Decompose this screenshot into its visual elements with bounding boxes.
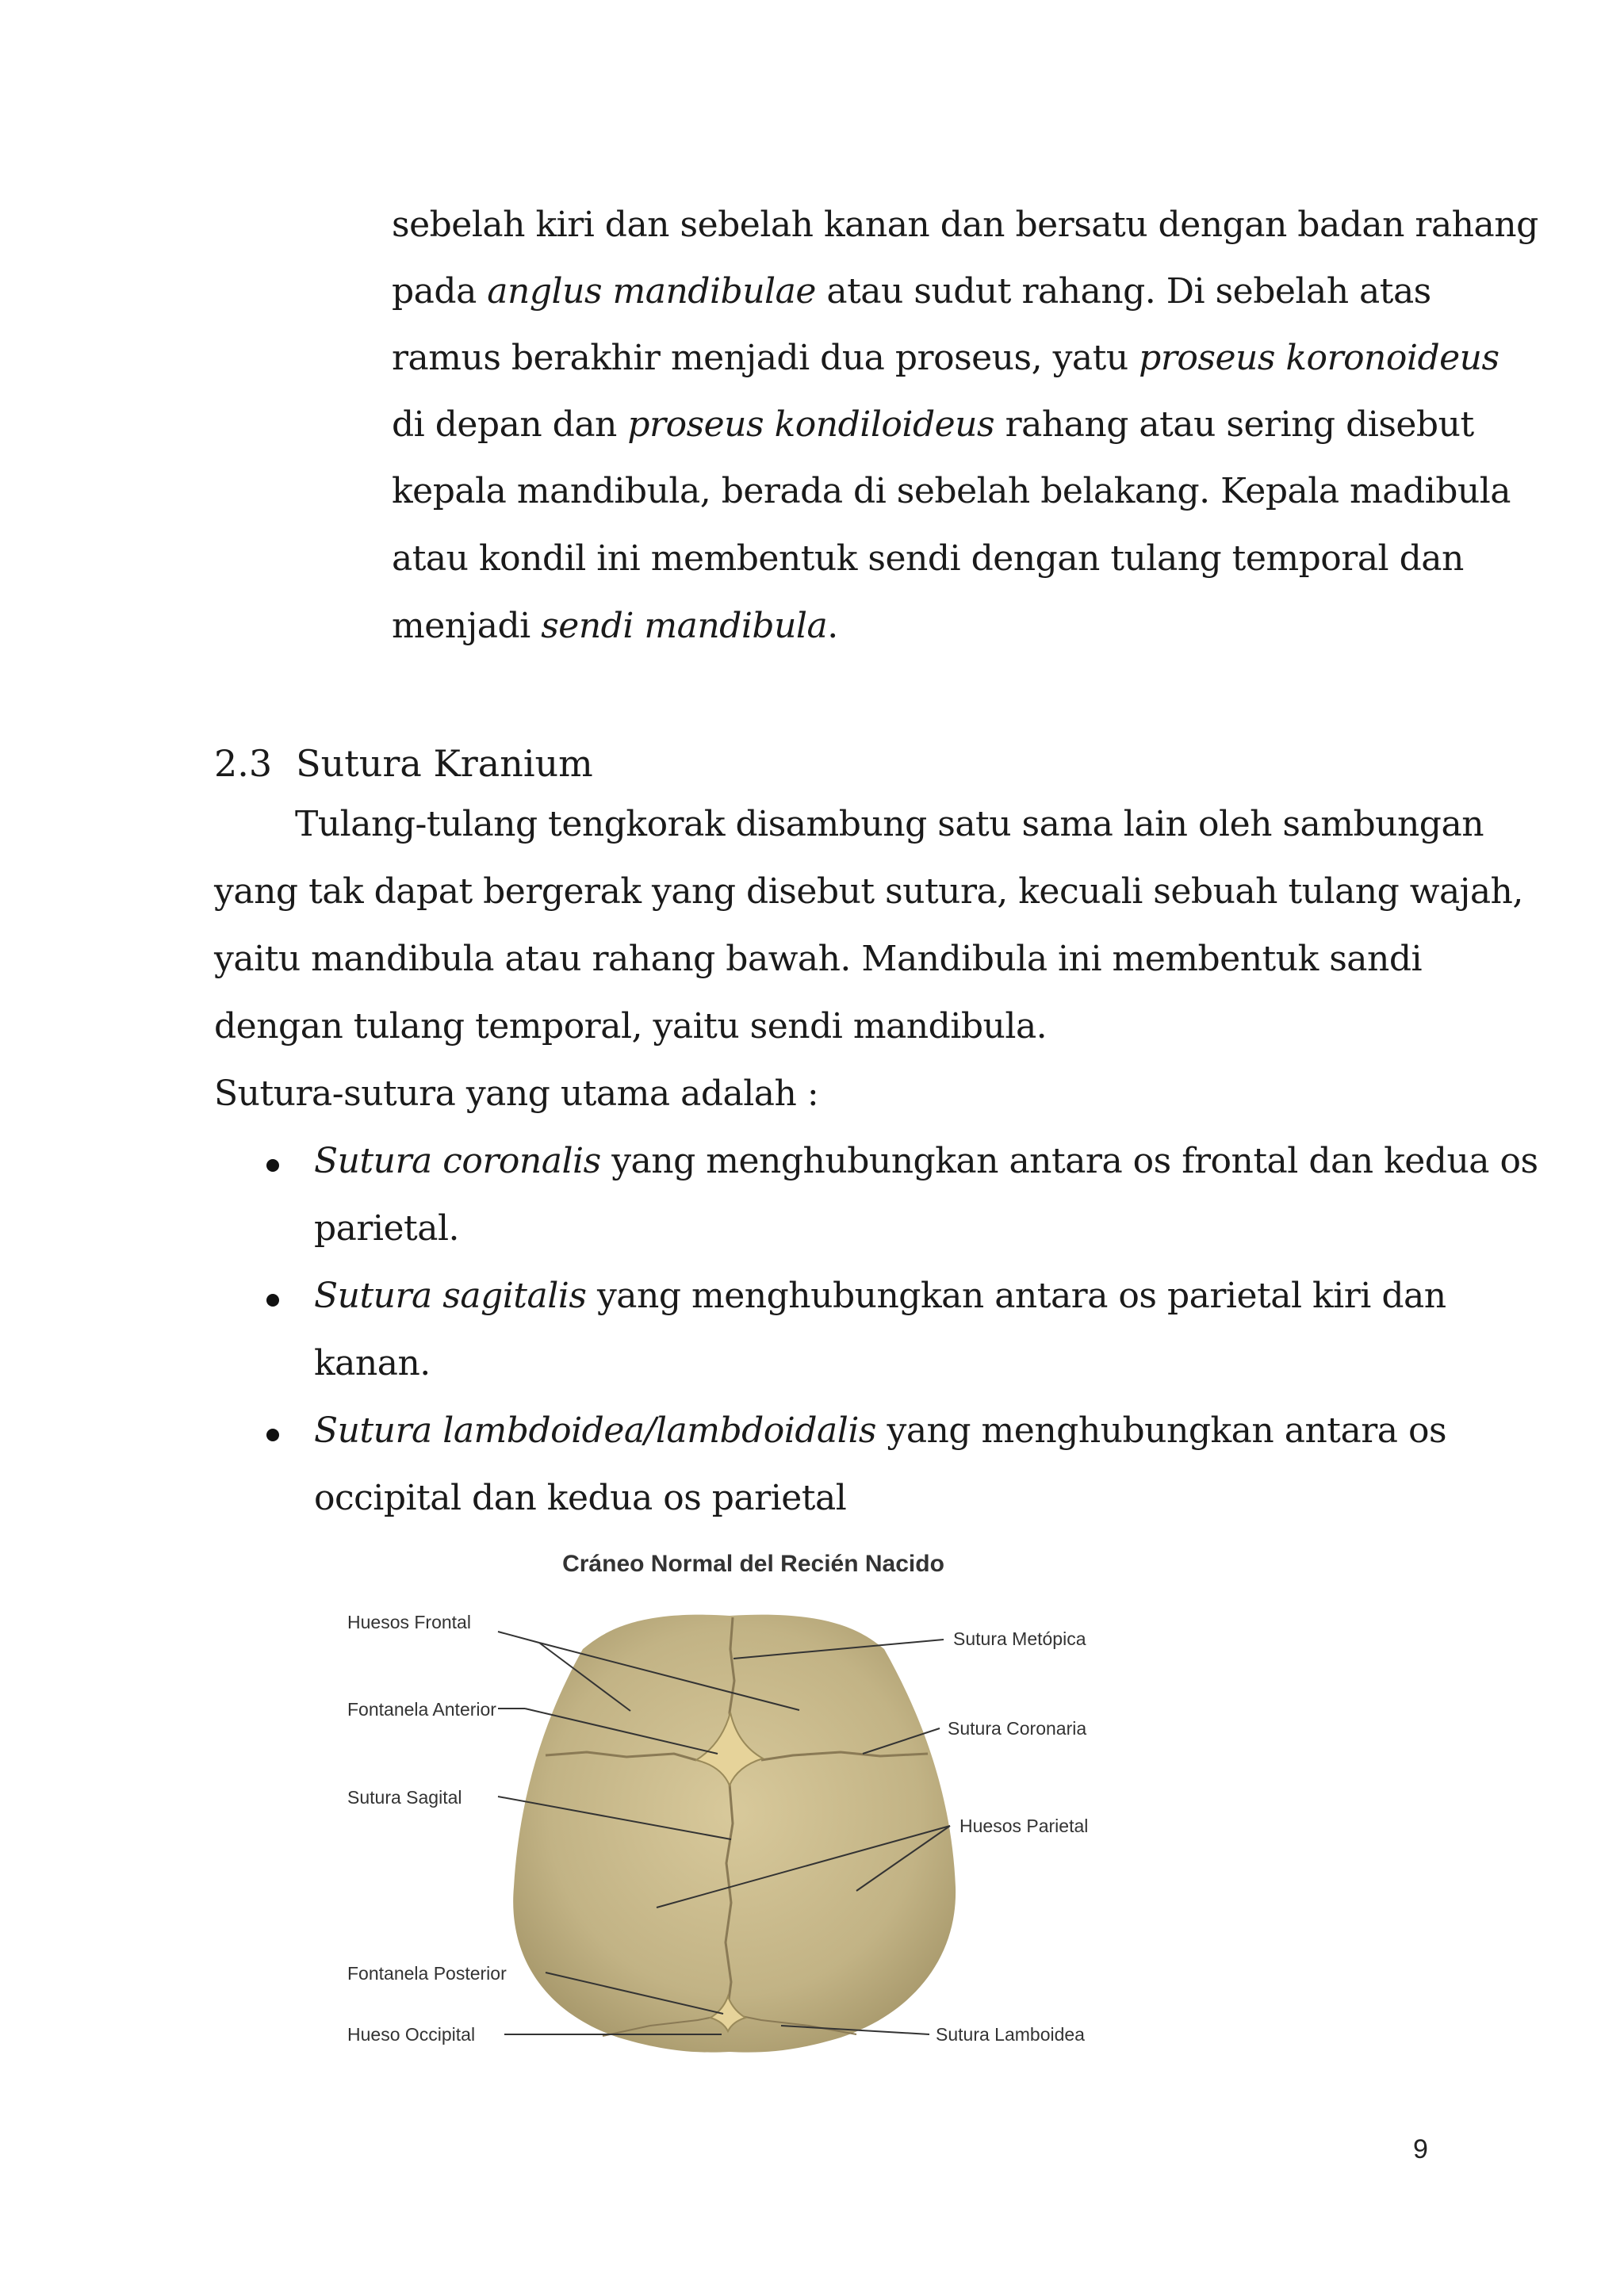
leader-huesos-frontal-1 xyxy=(498,1632,539,1643)
italic-term: anglus mandibulae xyxy=(487,271,816,312)
text-run: menjadi xyxy=(392,606,542,646)
bullet-term: Sutura sagitalis xyxy=(314,1276,587,1316)
text-run: ramus berakhir menjadi dua proseus, yatu xyxy=(392,338,1139,378)
bullet-text: yang menghubungkan antara os xyxy=(875,1410,1447,1451)
section-number: 2.3 xyxy=(214,742,273,785)
text-run: atau kondil ini membentuk sendi dengan tulang temporal dan xyxy=(392,538,1464,579)
figure-title: Cráneo Normal del Recién Nacido xyxy=(562,1551,944,1577)
text-run: di depan dan xyxy=(392,404,628,445)
italic-term: sendi mandibula xyxy=(541,606,828,646)
body-line-2: yang tak dapat bergerak yang disebut sutura, kecuali sebuah tulang wajah, xyxy=(214,871,1523,912)
text-run: atau sudut rahang. Di sebelah atas xyxy=(815,271,1431,312)
bullet-text: yang menghubungkan antara os parietal kiri dan xyxy=(586,1276,1446,1316)
bullet-text: yang menghubungkan antara os frontal dan kedua os xyxy=(600,1141,1538,1181)
label-huesos-frontal: Huesos Frontal xyxy=(347,1612,471,1632)
text-run: sebelah kiri dan sebelah kanan dan bersatu dengan badan rahang xyxy=(392,205,1538,245)
italic-term: proseus kondiloideus xyxy=(627,404,995,445)
italic-term: proseus koronoideus xyxy=(1139,338,1500,378)
bullet-1-line-2: parietal. xyxy=(314,1208,460,1249)
text-run: . xyxy=(827,606,838,646)
bullet-term: Sutura coronalis xyxy=(314,1141,601,1181)
label-sutura-coronaria: Sutura Coronaria xyxy=(948,1718,1087,1739)
label-sutura-sagital: Sutura Sagital xyxy=(347,1787,462,1808)
text-run: rahang atau sering disebut xyxy=(994,404,1474,445)
text-run: pada xyxy=(392,271,488,312)
label-fontanela-anterior: Fontanela Anterior xyxy=(347,1699,496,1720)
label-huesos-parietal: Huesos Parietal xyxy=(959,1816,1089,1836)
label-sutura-metopica: Sutura Metópica xyxy=(953,1628,1086,1649)
body-line-4: dengan tulang temporal, yaitu sendi mandibula. xyxy=(214,1006,1048,1047)
bullet-3-line-2: occipital dan kedua os parietal xyxy=(314,1478,847,1518)
body-line-1: Tulang-tulang tengkorak disambung satu sama lain oleh sambungan xyxy=(295,804,1484,844)
page-number: 9 xyxy=(1413,2134,1428,2164)
body-line-5: Sutura-sutura yang utama adalah : xyxy=(214,1073,819,1114)
body-line-3: yaitu mandibula atau rahang bawah. Mandibula ini membentuk sandi xyxy=(214,939,1423,979)
section-title: Sutura Kranium xyxy=(296,742,593,785)
bullet-2-line-2: kanan. xyxy=(314,1343,431,1383)
label-hueso-occipital: Hueso Occipital xyxy=(347,2024,476,2045)
label-sutura-lamboidea: Sutura Lamboidea xyxy=(936,2024,1085,2045)
bullet-term: Sutura lambdoidea/lambdoidalis xyxy=(314,1410,876,1451)
label-fontanela-posterior: Fontanela Posterior xyxy=(347,1963,507,1984)
text-run: kepala mandibula, berada di sebelah belakang. Kepala madibula xyxy=(392,471,1511,511)
